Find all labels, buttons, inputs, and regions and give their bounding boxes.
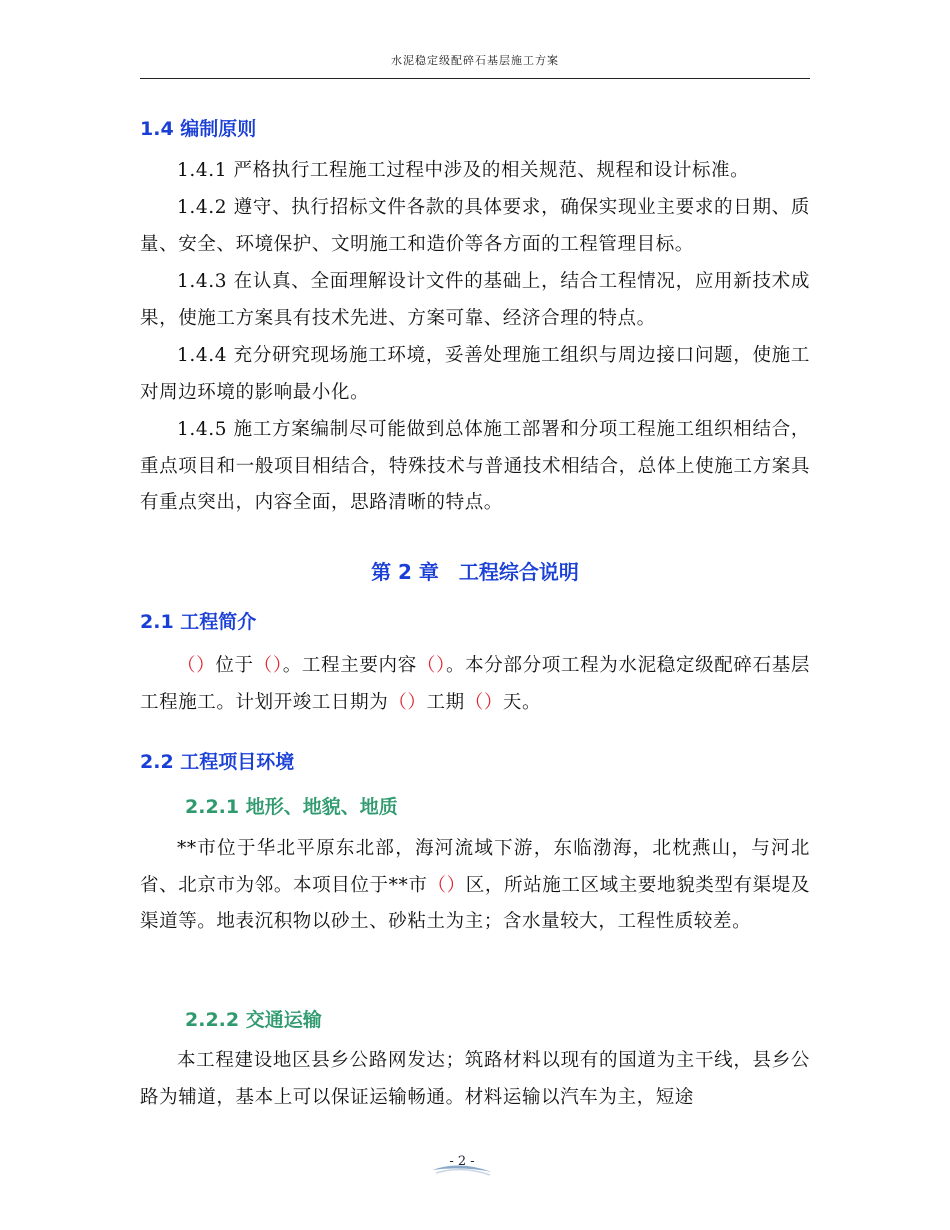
paragraph-1-4-1: 1.4.1 严格执行工程施工过程中涉及的相关规范、规程和设计标准。 <box>177 160 750 181</box>
blank-placeholder: （） <box>427 874 466 896</box>
text-segment: 。工程主要内容 <box>282 655 417 676</box>
blank-placeholder: （） <box>388 691 427 713</box>
chapter-title: 第 2 章 工程综合说明 <box>371 560 579 584</box>
blank-placeholder: （） <box>253 655 283 676</box>
paragraph-2-2-1 <box>140 831 810 941</box>
page-header-title: 水泥稳定级配碎石基层施工方案 <box>391 54 559 67</box>
page-number: - 2 - <box>449 1154 475 1169</box>
page-footer <box>430 1152 494 1182</box>
paragraph-1-4-3: 1.4.3 在认真、全面理解设计文件的基础上，结合工程情况，应用新技术成果，使施工方案具有技术先进、方案可靠、经济合理的特点。 <box>140 271 810 329</box>
subsection-heading-2-2-1: 2.2.1 地形、地貌、地质 <box>185 796 398 818</box>
paragraph-1-4-4: 1.4.4 充分研究现场施工环境，妥善处理施工组织与周边接口问题，使施工对周边环境的影响最小化。 <box>140 345 810 403</box>
subsection-heading-2-2-2: 2.2.2 交通运输 <box>185 1009 322 1031</box>
blank-placeholder: （） <box>177 655 216 676</box>
header-rule <box>140 78 810 79</box>
text-segment: **市位于华北平原东北部，海河流域下游，东临渤海，北枕燕山，与河北省、北京市为邻。本项目位于**市 <box>140 838 810 896</box>
text-segment: 区，所站施工区域主要地貌类型有渠堤及渠道等。地表沉积物以砂土、砂粘土为主；含水量较大，工程性质较差。 <box>140 874 811 932</box>
paragraph-2-2-2: 本工程建设地区县乡公路网发达；筑路材料以现有的国道为主干线，县乡公路为辅道，基本上可以保证运输畅通。材料运输以汽车为主，短途 <box>140 1050 810 1108</box>
section-heading-1-4: 1.4 编制原则 <box>140 118 257 140</box>
blank-placeholder: （） <box>464 691 503 713</box>
text-segment: 位于 <box>215 655 254 676</box>
text-segment: 工期 <box>426 691 465 713</box>
paragraph-1-4-5: 1.4.5 施工方案编制尽可能做到总体施工部署和分项工程施工组织相结合，重点项目和一般项目相结合，特殊技术与普通技术相结合，总体上使施工方案具有重点突出，内容全面，思路清晰的特点。 <box>140 419 810 513</box>
paragraph-2-1 <box>140 648 810 721</box>
section-heading-2-2: 2.2 工程项目环境 <box>140 751 295 773</box>
text-segment: 天。 <box>502 691 542 713</box>
paragraph-1-4-2: 1.4.2 遵守、执行招标文件各款的具体要求，确保实现业主要求的日期、质量、安全、环境保护、文明施工和造价等各方面的工程管理目标。 <box>140 197 810 255</box>
text-segment: 。本分部分项工程为水泥稳定级配碎石基层工程施工。计划开竣工日期为 <box>140 655 811 713</box>
blank-placeholder: （） <box>416 655 446 676</box>
section-heading-2-1: 2.1 工程简介 <box>140 611 257 633</box>
